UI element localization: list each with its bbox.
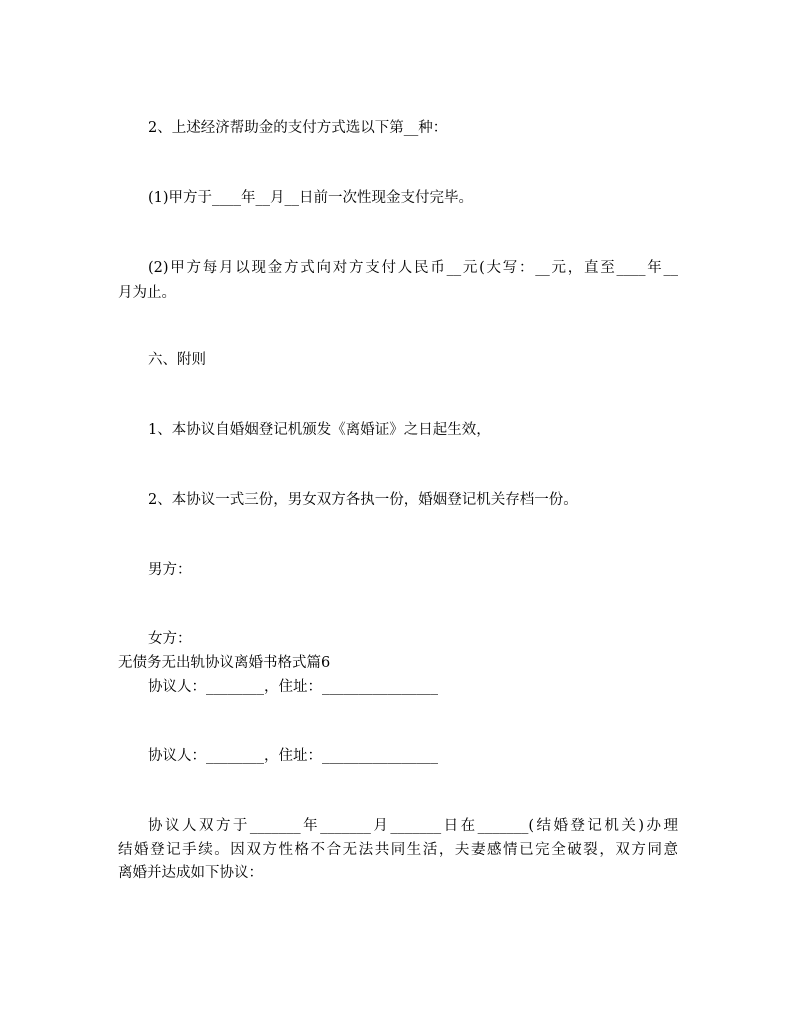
party-1-line: 协议人：________，住址：________________ bbox=[148, 679, 438, 695]
section-heading-supplementary: 六、附则 bbox=[148, 352, 206, 368]
paragraph-marriage-line-2: 结婚登记手续。因双方性格不合无法共同生活，夫妻感情已完全破裂，双方同意 bbox=[118, 842, 678, 858]
paragraph-option-2-line-1: (2)甲方每月以现金方式向对方支付人民币__元(大写：__元，直至____年__ bbox=[148, 260, 678, 276]
document-title: 无债务无出轨协议离婚书格式篇6 bbox=[118, 655, 331, 671]
paragraph-copies: 2、本协议一式三份，男女双方各执一份，婚姻登记机关存档一份。 bbox=[148, 492, 578, 508]
paragraph-option-2-line-2: 月为止。 bbox=[118, 285, 176, 301]
paragraph-payment-method: 2、上述经济帮助金的支付方式选以下第__种： bbox=[148, 120, 448, 136]
paragraph-marriage-line-3: 离婚并达成如下协议： bbox=[118, 865, 263, 881]
paragraph-option-1: (1)甲方于____年__月__日前一次性现金支付完毕。 bbox=[148, 190, 474, 206]
party-2-line: 协议人：________，住址：________________ bbox=[148, 748, 438, 764]
paragraph-marriage-line-1: 协议人双方于_______年_______月_______日在_______(结婚登记机关)办理 bbox=[148, 818, 678, 834]
signature-man: 男方： bbox=[148, 562, 192, 578]
paragraph-effective-date: 1、本协议自婚姻登记机颁发《离婚证》之日起生效， bbox=[148, 422, 491, 438]
signature-woman: 女方： bbox=[148, 631, 192, 647]
